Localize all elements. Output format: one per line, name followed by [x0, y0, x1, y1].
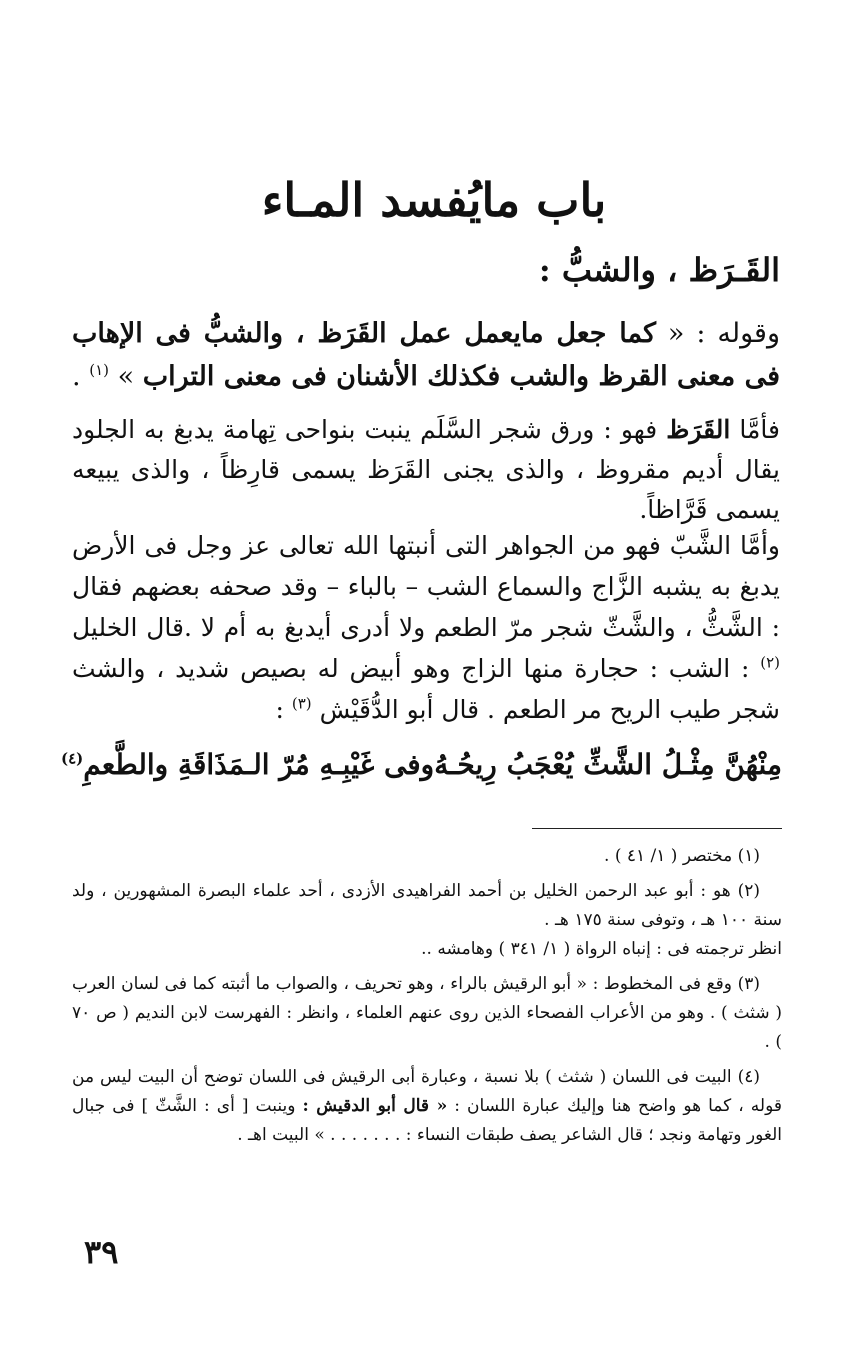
footnote-4-part-a: (٤) البيت فى اللسان ( شثث ) بلا نسبة ، وعبارة أبى الرقيش فى اللسان توضح أن البيت ليس من قوله ، كما هو واضح هنا وإليك عبارة اللسان : — [72, 1067, 782, 1116]
footnote-ref-1: (١) — [89, 361, 109, 379]
verse-hemistich-2-wrap — [61, 742, 434, 788]
poem-verse — [60, 742, 782, 788]
footnote-4-part-b: « قال أبو الدقيش : — [302, 1096, 448, 1116]
verse-hemistich-2: وفى غَيْبِـهِ مُرّ الـمَذَاقَةِ والطَّعمِ — [83, 748, 435, 781]
footnote-ref-4: (٤) — [60, 749, 84, 768]
footnote-1-text: (١) مختصر ( ١/ ٤١ ) . — [604, 846, 760, 866]
quote-intro: وقوله : « — [655, 318, 780, 349]
verse-hemistich-1: مِنْهُنَّ مِثْـلُ الشَّثِّ يُعْجَبُ رِيحُـهُ — [434, 748, 782, 781]
chapter-title: باب مايُفسد المـاء — [261, 173, 607, 227]
shabb-text-3: : — [275, 695, 292, 724]
footnote-3 — [72, 970, 782, 1057]
footnotes — [72, 842, 782, 1156]
footnote-2 — [72, 877, 782, 964]
quoted-text: كما جعل مايعمل عمل القَرَظ ، والشبُّ فى الإهاب فى معنى القرظ والشب فكذلك الأشنان فى معنى التراب — [72, 318, 780, 392]
qaraz-term: القَرَظ — [666, 415, 731, 444]
qaraz-text: فهو : ورق شجر السَّلَم ينبت بنواحى تِهامة يدبغ به الجلود يقال أديم مقروظ ، والذى يجنى القَرَظ يسمى قارِظاً ، والذى يبيعه يسمى قَرَّاظاً. — [72, 415, 780, 524]
footnote-3-text: (٣) وقع فى المخطوط : « أبو الرقيش بالراء ، وهو تحريف ، والصواب ما أثبته كما فى لسان العرب ( شثث ) . وهو من الأعراب الفصحاء الذين روى عنهم العلماء ، وانظر : الفهرست لابن النديم ( ص ٧٠ ) . — [72, 974, 782, 1052]
footnote-separator — [532, 828, 782, 829]
qaraz-paragraph — [72, 410, 780, 530]
quote-paragraph — [72, 312, 780, 398]
shabb-paragraph — [72, 525, 780, 730]
footnote-2-reference: انظر ترجمته فى : إنباه الرواة ( ١/ ٣٤١ ) وهامشه .. — [421, 939, 782, 959]
shabb-text-1: وأمَّا الشَّبّ فهو من الجواهر التى أنبتها الله تعالى عز وجل فى الأرض يدبغ به يشبه الزَّاج والسماع الشب – بالباء – وقد صحفه بعضهم فقال : الشَّثُّ ، والشَّثّ شجر مرّ الطعم ولا أدرى أيدبغ به أم لا .قال الخليل — [72, 531, 780, 642]
footnote-4 — [72, 1063, 782, 1150]
footnote-1 — [72, 842, 782, 871]
footnote-4-text — [72, 1063, 782, 1150]
quote-close: » — [109, 361, 143, 392]
section-heading: القَـرَظ ، والشبُّ : — [538, 251, 780, 289]
footnote-2-text: (٢) هو : أبو عبد الرحمن الخليل بن أحمد الفراهيدى الأزدى ، أحد علماء البصرة المشهورين ، ولد سنة ١٠٠ هـ ، وتوفى سنة ١٧٥ هـ . — [72, 881, 782, 930]
footnote-4-part-c: وينبت [ أى : الشَّثّ ] فى جبال الغور وتهامة ونجد ؛ قال الشاعر يصف طبقات النساء : . . . . . . . » البيت اهـ . — [72, 1096, 782, 1145]
qaraz-intro: فأمَّا — [730, 415, 780, 444]
shabb-text-2: : الشب : حجارة منها الزاج وهو أبيض له بصيص شديد ، والشث شجر طيب الريح مر الطعم . قال أبو الدُّقَيْش — [72, 654, 780, 724]
page-number: ٣٩ — [84, 1233, 119, 1271]
quote-end: . — [72, 361, 90, 392]
footnote-ref-2: (٢) — [760, 653, 780, 672]
footnote-ref-3: (٣) — [291, 694, 312, 713]
